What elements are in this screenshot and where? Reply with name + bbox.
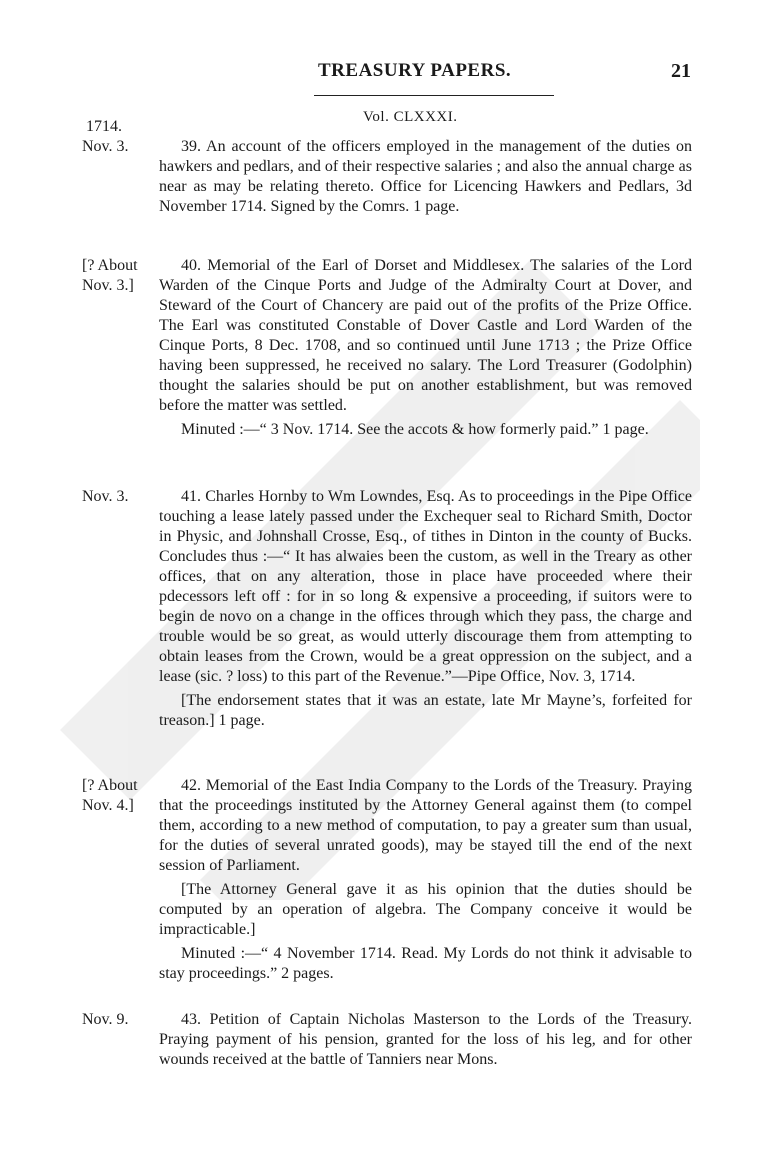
minute-paragraph: Minuted :—“ 4 November 1714. Read. My Lords do not think it advisable to stay proceedings.” 2 pages. — [159, 945, 692, 982]
margin-date — [82, 1010, 154, 1030]
entry-body — [159, 256, 692, 440]
margin-date-line: Nov. 3. — [82, 488, 129, 505]
margin-date-line: [? About — [82, 777, 138, 794]
header-rule — [314, 95, 554, 96]
entry-paragraph: 39. An account of the officers employed in the management of the duties on hawkers and pedlars, and of their respective salaries ; and also the annual charge as near as may be relating thereto. Office for Licencing Hawkers and Pedlars, 3d November 1714. Signed by the Comrs. 1 page. — [159, 138, 692, 215]
margin-date-line: Nov. 9. — [82, 1011, 129, 1028]
entry-paragraph: 40. Memorial of the Earl of Dorset and Middlesex. The salaries of the Lord Warden of the Cinque Ports and Judge of the Admiralty Court at Dover, and Steward of the Court of Chancery are paid out of the profits of the Prize Office. The Earl was constituted Constable of Dover Castle and Lord Warden of the Cinque Ports, 8 Dec. 1708, and so continued until June 1713 ; the Prize Office having been suppressed, he received no salary. The Lord Treasurer (Godolphin) thought the salaries should be put on another establishment, but was removed before the matter was settled. — [159, 257, 692, 414]
entry-paragraph: 42. Memorial of the East India Company to the Lords of the Treasury. Praying that the proceedings instituted by the Attorney General against them (to compel them, according to a new method of computation, to pay a greater sum than usual, for the duties of several unrated goods), may be stayed till the end of the next session of Parliament. — [159, 777, 692, 874]
entry-paragraph: 43. Petition of Captain Nicholas Masterson to the Lords of the Treasury. Praying payment of his pension, granted for the loss of his leg, and for other wounds received at the battle of Tanniers near Mons. — [159, 1011, 692, 1068]
margin-date-line: Nov. 4.] — [82, 797, 134, 814]
year-marginal: 1714. — [86, 118, 122, 135]
running-head: TREASURY PAPERS. — [318, 60, 512, 81]
volume-heading: Vol. CLXXXI. — [363, 109, 458, 125]
margin-date-line: Nov. 3.] — [82, 277, 134, 294]
endorsement-paragraph: [The endorsement states that it was an estate, late Mr Mayne’s, forfeited for treason.] 1 page. — [159, 692, 692, 729]
margin-date — [82, 776, 154, 816]
minute-paragraph: Minuted :—“ 3 Nov. 1714. See the accots & how formerly paid.” 1 page. — [181, 421, 649, 438]
entry-body — [159, 487, 692, 731]
note-paragraph: [The Attorney General gave it as his opinion that the duties should be computed by an operation of algebra. The Company conceive it would be impracticable.] — [159, 881, 692, 938]
entry-body — [159, 1010, 692, 1070]
entry-paragraph: 41. Charles Hornby to Wm Lowndes, Esq. As to proceedings in the Pipe Office touching a lease lately passed under the Exchequer seal to Richard Smith, Doctor in Physic, and Johnshall Crosse, Esq., of tithes in Dinton in the county of Bucks. Concludes thus :—“ It has alwaies been the custom, as well in the Treary as other offices, that on any alteration, those in place have proceeded where their pdecessors left off : for in so long & expensive a proceeding, if suitors were to begin de novo on a change in the offices through which they pass, the charge and trouble would be so great, as would utterly discourage them from attempting to obtain leases from the Crown, would be a great oppression on the subject, and a lease (sic. ? loss) to this part of the Revenue.”—Pipe Office, Nov. 3, 1714. — [159, 488, 692, 685]
margin-date — [82, 487, 154, 507]
page-number: 21 — [671, 60, 691, 82]
margin-date — [82, 137, 154, 157]
margin-date-line: Nov. 3. — [82, 138, 129, 155]
margin-date-line: [? About — [82, 257, 138, 274]
entry-body — [159, 776, 692, 984]
entry-body — [159, 137, 692, 217]
margin-date — [82, 256, 154, 296]
